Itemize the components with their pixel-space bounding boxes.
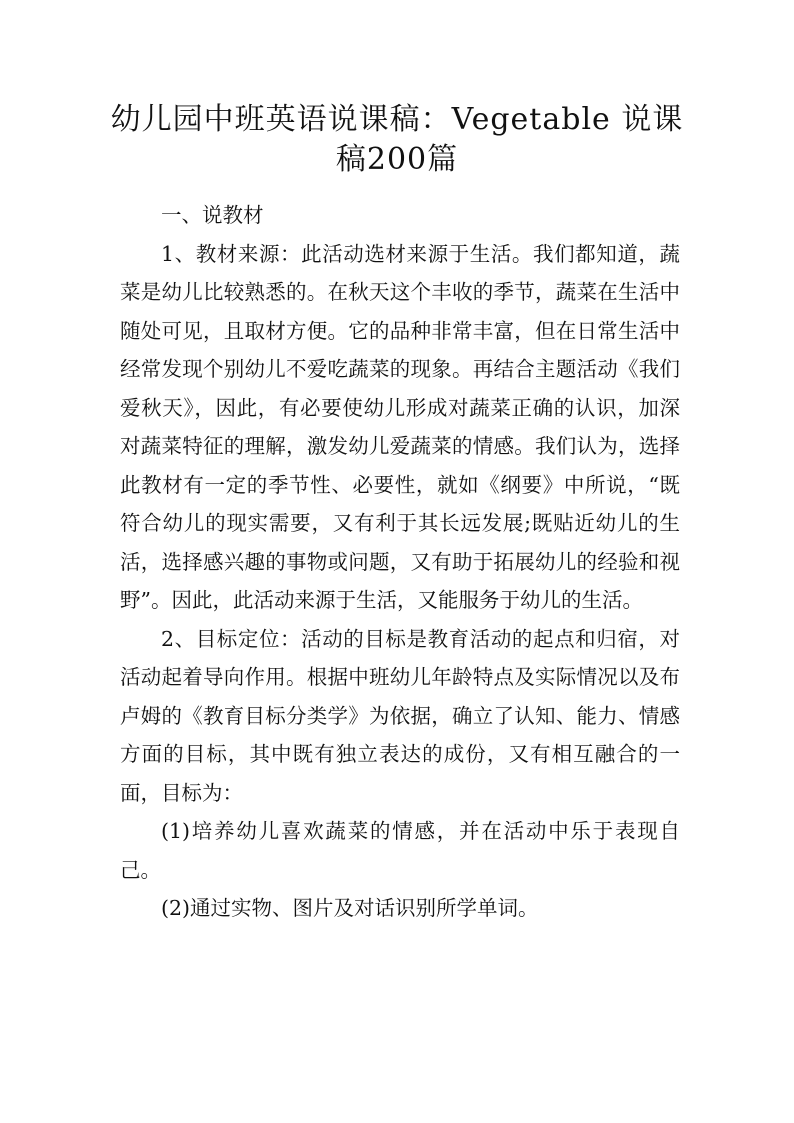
goal-item-2: (2)通过实物、图片及对话识别所学单词。 — [161, 896, 539, 920]
document-body — [120, 196, 680, 928]
document-title: 幼儿园中班英语说课稿：Vegetable 说课稿200篇 — [110, 102, 684, 177]
section-heading: 一、说教材 — [161, 203, 264, 227]
paragraph-goal-positioning: 2、目标定位：活动的目标是教育活动的起点和归宿，对活动起着导向作用。根据中班幼儿年龄特点及实际情况以及布卢姆的《教育目标分类学》为依据，确立了认知、能力、情感方面的目标，其中既有独立表达的成份，又有相互融合的一面，目标为： — [120, 626, 680, 805]
goal-item-1: (1)培养幼儿喜欢蔬菜的情感，并在活动中乐于表现自己。 — [120, 819, 680, 882]
paragraph-material-source: 1、教材来源：此活动选材来源于生活。我们都知道，蔬菜是幼儿比较熟悉的。在秋天这个丰收的季节，蔬菜在生活中随处可见，且取材方便。它的品种非常丰富，但在日常生活中经常发现个别幼儿不爱吃蔬菜的现象。再结合主题活动《我们爱秋天》，因此，有必要使幼儿形成对蔬菜正确的认识，加深对蔬菜特征的理解，激发幼儿爱蔬菜的情感。我们认为，选择此教材有一定的季节性、必要性，就如《纲要》中所说，“既符合幼儿的现实需要，又有利于其长远发展;既贴近幼儿的生活，选择感兴趣的事物或问题，又有助于拓展幼儿的经验和视野”。因此，此活动来源于生活，又能服务于幼儿的生活。 — [120, 241, 680, 612]
